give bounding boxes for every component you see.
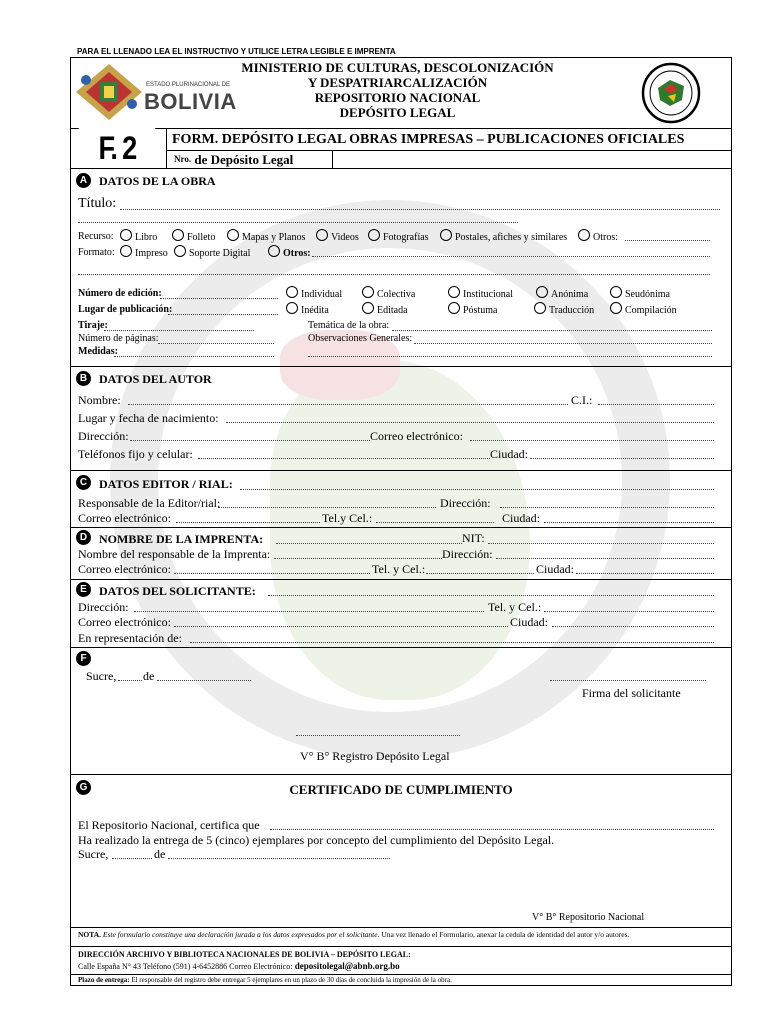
- divider: [70, 527, 732, 528]
- imprenta-name-input[interactable]: [276, 543, 462, 544]
- lugar-publicacion-label: Lugar de publicación:: [78, 304, 173, 315]
- repository-name: REPOSITORIO NACIONAL: [314, 90, 481, 105]
- autoria-editada[interactable]: [362, 302, 408, 316]
- option-label: Compilación: [625, 305, 677, 316]
- observaciones-label: Observaciones Generales:: [308, 333, 413, 344]
- option-label: Seudónima: [625, 289, 670, 300]
- autor-ci-input[interactable]: [598, 404, 714, 405]
- section-d-title: NOMBRE DE LA IMPRENTA:: [99, 532, 264, 546]
- footer-address-text: Calle España N° 43 Teléfono (591) 4-6452886 Correo Electrónico:: [78, 962, 293, 971]
- plazo-label: Plazo de entrega:: [78, 976, 130, 984]
- editorial-direccion-label: Dirección:: [440, 496, 491, 510]
- numero-edicion-label: Número de edición:: [78, 288, 162, 299]
- imprenta-correo-label: Correo electrónico:: [78, 562, 171, 576]
- lugar-publicacion-input[interactable]: [168, 314, 278, 315]
- editorial-correo-input[interactable]: [176, 522, 320, 523]
- ministry-line-2: Y DESPATRIARCALIZACIÓN: [307, 75, 488, 90]
- editorial-telcel-label: Tel.y Cel.:: [322, 511, 373, 525]
- option-label: Impreso: [135, 248, 168, 259]
- autor-ci-label: C.I.:: [571, 393, 593, 407]
- editorial-telcel-input[interactable]: [376, 522, 494, 523]
- autor-ciudad-label: Ciudad:: [490, 447, 528, 461]
- imprenta-nit-input[interactable]: [488, 543, 714, 544]
- certificado-month-input[interactable]: [168, 858, 390, 859]
- deposito-legal-title: DEPÓSITO LEGAL: [339, 105, 456, 120]
- divider: [70, 366, 732, 367]
- option-label: Inédita: [301, 305, 329, 316]
- divider: [70, 927, 732, 928]
- option-label: Institucional: [463, 289, 513, 300]
- titulo-input-line2[interactable]: [78, 222, 518, 223]
- firma-solicitante-label: Firma del solicitante: [582, 686, 681, 700]
- section-c-badge: C: [76, 475, 91, 490]
- option-label: Videos: [331, 232, 359, 243]
- divider: [70, 774, 732, 775]
- footer-plazo: [78, 976, 452, 984]
- option-label: Anónima: [551, 289, 589, 300]
- numero-edicion-input[interactable]: [160, 298, 278, 299]
- instruction-text: PARA EL LLENADO LEA EL INSTRUCTIVO Y UTILICE LETRA LEGIBLE E IMPRENTA: [77, 47, 396, 56]
- formato-extra-line[interactable]: [78, 274, 710, 275]
- section-b-title: DATOS DEL AUTOR: [99, 372, 212, 386]
- autoria-anonima[interactable]: [536, 286, 588, 300]
- solicitante-direccion-input[interactable]: [134, 611, 484, 612]
- autoria-seudonima[interactable]: [610, 286, 670, 300]
- titulo-input[interactable]: [120, 209, 720, 210]
- formato-otros-input[interactable]: [312, 256, 710, 257]
- autor-direccion-label: Dirección:: [78, 429, 129, 443]
- num-paginas-input[interactable]: [158, 343, 274, 344]
- option-label: Fotografías: [383, 232, 429, 243]
- bolivia-emblem-icon: [74, 62, 144, 122]
- nota-rest: Una vez llenado el Formulario, anexar la cedula de identidad del autor y/o autores.: [379, 930, 630, 939]
- option-label: Colectiva: [377, 289, 416, 300]
- autoria-institucional[interactable]: [448, 286, 513, 300]
- radio-icon[interactable]: [174, 245, 186, 257]
- formato-digital[interactable]: [174, 245, 250, 259]
- solicitante-direccion-label: Dirección:: [78, 600, 129, 614]
- solicitante-ciudad-label: Ciudad:: [510, 615, 548, 629]
- medidas-label: Medidas:: [78, 346, 118, 357]
- autor-lugar-fecha-label: Lugar y fecha de nacimiento:: [78, 411, 219, 425]
- editorial-name-input[interactable]: [240, 489, 714, 490]
- vb-registro-line[interactable]: [296, 735, 460, 736]
- divider: [70, 974, 732, 975]
- editorial-direccion-input[interactable]: [500, 507, 714, 508]
- num-paginas-label: Número de páginas:: [78, 333, 159, 344]
- section-c-title: DATOS EDITOR / RIAL:: [99, 477, 233, 491]
- formato-otros[interactable]: [268, 245, 311, 259]
- autor-correo-input[interactable]: [470, 440, 714, 441]
- section-d-badge: D: [76, 530, 91, 545]
- divider: [332, 150, 333, 168]
- radio-icon[interactable]: [286, 286, 298, 298]
- formato-impreso[interactable]: [120, 245, 168, 259]
- divider: [70, 647, 732, 648]
- autor-direccion-input[interactable]: [130, 440, 370, 441]
- observaciones-input[interactable]: [414, 343, 712, 344]
- section-f-badge: F: [76, 651, 91, 666]
- nota-italic: Este formulario constituye una declaración jurada a los datos expresados por el solicitante.: [101, 930, 380, 939]
- divider: [70, 470, 732, 471]
- recurso-libro[interactable]: [120, 229, 157, 243]
- sucre-day-input[interactable]: [118, 680, 142, 681]
- certificado-de-label: de: [154, 847, 166, 861]
- autoria-traduccion[interactable]: [534, 302, 594, 316]
- divider: [70, 579, 732, 580]
- repository-seal: [640, 62, 702, 129]
- section-b-badge: B: [76, 371, 91, 386]
- plazo-text: El responsable del registro debe entregar 5 ejemplares en un plazo de 30 días de concluida la impresión de la obra.: [129, 976, 452, 984]
- recurso-postales[interactable]: [440, 229, 567, 243]
- radio-icon[interactable]: [578, 229, 590, 241]
- radio-icon[interactable]: [362, 302, 374, 314]
- imprenta-ciudad-label: Ciudad:: [536, 562, 574, 576]
- imprenta-telcel-label: Tel. y Cel.:: [372, 562, 426, 576]
- recurso-videos[interactable]: [316, 229, 359, 243]
- tematica-label: Temática de la obra:: [308, 320, 390, 331]
- editorial-ciudad-label: Ciudad:: [502, 511, 540, 525]
- radio-icon[interactable]: [610, 302, 622, 314]
- recurso-mapas[interactable]: [227, 229, 305, 243]
- autoria-inedita[interactable]: [286, 302, 329, 316]
- autor-telefonos-label: Teléfonos fijo y celular:: [78, 447, 193, 461]
- recurso-folleto[interactable]: [172, 229, 215, 243]
- radio-icon[interactable]: [286, 302, 298, 314]
- editorial-responsable-label: Responsable de la Editor/rial:: [78, 496, 221, 510]
- imprenta-ciudad-input[interactable]: [576, 573, 714, 574]
- imprenta-responsable-input[interactable]: [274, 558, 442, 559]
- option-label: Soporte Digital: [189, 248, 251, 259]
- imprenta-nit-label: NIT:: [462, 531, 485, 545]
- formato-label: Formato:: [78, 247, 115, 258]
- titulo-label: Título:: [78, 196, 117, 211]
- form-title: FORM. DEPÓSITO LEGAL OBRAS IMPRESAS – PUBLICACIONES OFICIALES: [172, 132, 685, 147]
- footer-dir-title: DIRECCIÓN ARCHIVO Y BIBLIOTECA NACIONALES DE BOLIVIA – DEPÓSITO LEGAL:: [78, 950, 411, 959]
- solicitante-representacion-input[interactable]: [190, 642, 714, 643]
- section-e-title: DATOS DEL SOLICITANTE:: [99, 584, 256, 598]
- radio-icon[interactable]: [448, 286, 460, 298]
- radio-icon[interactable]: [227, 229, 239, 241]
- medidas-input[interactable]: [114, 356, 274, 357]
- section-a-title: DATOS DE LA OBRA: [99, 174, 216, 188]
- certificado-day-input[interactable]: [112, 858, 152, 859]
- divider: [166, 128, 167, 168]
- imprenta-direccion-input[interactable]: [496, 558, 714, 559]
- solicitante-representacion-label: En representación de:: [78, 631, 182, 645]
- radio-icon[interactable]: [268, 245, 280, 257]
- solicitante-telcel-label: Tel. y Cel.:: [488, 600, 542, 614]
- option-label: Mapas y Planos: [242, 232, 306, 243]
- recurso-otros-input[interactable]: [625, 240, 710, 241]
- footer-email-link[interactable]: depositolegal@abnb.org.bo: [292, 961, 400, 971]
- radio-icon[interactable]: [120, 229, 132, 241]
- sucre-de-label: de: [143, 669, 155, 683]
- radio-icon[interactable]: [362, 286, 374, 298]
- recurso-label: Recurso:: [78, 231, 114, 242]
- option-label: Folleto: [187, 232, 216, 243]
- option-label: Postales, afiches y similares: [455, 232, 568, 243]
- radio-icon[interactable]: [536, 286, 548, 298]
- logo-small-text: ESTADO PLURINACIONAL DE: [146, 82, 231, 88]
- option-label: Individual: [301, 289, 343, 300]
- autoria-individual[interactable]: [286, 286, 342, 300]
- header-title-block: [170, 60, 625, 120]
- section-a-badge: A: [76, 173, 91, 188]
- ministry-line-1: MINISTERIO DE CULTURAS, DESCOLONIZACIÓN: [241, 60, 554, 75]
- deposit-number-field[interactable]: [334, 151, 730, 168]
- option-label: Otros:: [593, 232, 618, 243]
- radio-icon[interactable]: [534, 302, 546, 314]
- deposit-number-label: [174, 152, 293, 168]
- solicitante-correo-label: Correo electrónico:: [78, 615, 171, 629]
- seal-icon: [640, 62, 702, 124]
- logo-bolivia-text: BOLIVIA: [144, 89, 237, 114]
- section-g-badge: G: [76, 780, 91, 795]
- option-label: Póstuma: [463, 305, 498, 316]
- sucre-month-input[interactable]: [157, 680, 251, 681]
- radio-icon[interactable]: [368, 229, 380, 241]
- editorial-responsable-input[interactable]: [218, 507, 436, 508]
- form-code: F. 2: [79, 128, 156, 168]
- radio-icon[interactable]: [440, 229, 452, 241]
- recurso-fotografias[interactable]: [368, 229, 429, 243]
- autor-ciudad-input[interactable]: [530, 458, 714, 459]
- recurso-otros[interactable]: [578, 229, 618, 243]
- imprenta-direccion-label: Dirección:: [442, 547, 493, 561]
- autoria-compilacion[interactable]: [610, 302, 677, 316]
- imprenta-correo-input[interactable]: [174, 573, 370, 574]
- solicitante-telcel-input[interactable]: [544, 611, 714, 612]
- certificado-line-1: El Repositorio Nacional, certifica que: [78, 818, 260, 832]
- radio-icon[interactable]: [610, 286, 622, 298]
- nro-label-text: de Depósito Legal: [191, 152, 294, 167]
- autoria-colectiva[interactable]: [362, 286, 415, 300]
- editorial-ciudad-input[interactable]: [544, 522, 714, 523]
- option-label: Otros:: [283, 248, 311, 259]
- vb-registro-label: V° B° Registro Depósito Legal: [300, 749, 450, 763]
- imprenta-responsable-label: Nombre del responsable de la Imprenta:: [78, 547, 271, 561]
- solicitante-ciudad-input[interactable]: [552, 626, 714, 627]
- observaciones-input-line2[interactable]: [308, 356, 712, 357]
- radio-icon[interactable]: [316, 229, 328, 241]
- divider: [70, 946, 732, 947]
- vb-repositorio-label: V° B° Repositorio Nacional: [532, 912, 645, 923]
- section-e-badge: E: [76, 582, 91, 597]
- option-label: Traducción: [549, 305, 595, 316]
- divider: [70, 128, 732, 129]
- footer-address: [78, 961, 400, 971]
- nota-label: NOTA.: [78, 930, 101, 939]
- tiraje-label: Tiraje:: [78, 320, 108, 331]
- autor-lugar-fecha-input[interactable]: [226, 422, 714, 423]
- autor-correo-label: Correo electrónico:: [370, 429, 463, 443]
- certificado-name-input[interactable]: [270, 829, 714, 830]
- solicitante-name-input[interactable]: [268, 595, 714, 596]
- option-label: Editada: [377, 305, 408, 316]
- tiraje-input[interactable]: [104, 330, 254, 331]
- firma-solicitante-line[interactable]: [550, 680, 706, 681]
- radio-icon[interactable]: [448, 302, 460, 314]
- autoria-postuma[interactable]: [448, 302, 497, 316]
- certificado-sucre-label: Sucre,: [78, 847, 109, 861]
- option-label: Libro: [135, 232, 158, 243]
- editorial-correo-label: Correo electrónico:: [78, 511, 171, 525]
- divider: [70, 168, 732, 169]
- autor-telefonos-input[interactable]: [198, 458, 490, 459]
- nota-text: [78, 930, 629, 939]
- radio-icon[interactable]: [172, 229, 184, 241]
- autor-nombre-input[interactable]: [128, 404, 568, 405]
- certificado-line-2: Ha realizado la entrega de 5 (cinco) ejemplares por concepto del cumplimiento del Depósito Legal.: [78, 833, 555, 847]
- autor-nombre-label: Nombre:: [78, 393, 121, 407]
- nro-superscript: Nro.: [174, 154, 192, 164]
- solicitante-correo-input[interactable]: [174, 626, 508, 627]
- imprenta-telcel-input[interactable]: [426, 573, 534, 574]
- certificado-title: CERTIFICADO DE CUMPLIMIENTO: [289, 782, 513, 797]
- sucre-label: Sucre,: [86, 669, 117, 683]
- tematica-input[interactable]: [392, 330, 712, 331]
- radio-icon[interactable]: [120, 245, 132, 257]
